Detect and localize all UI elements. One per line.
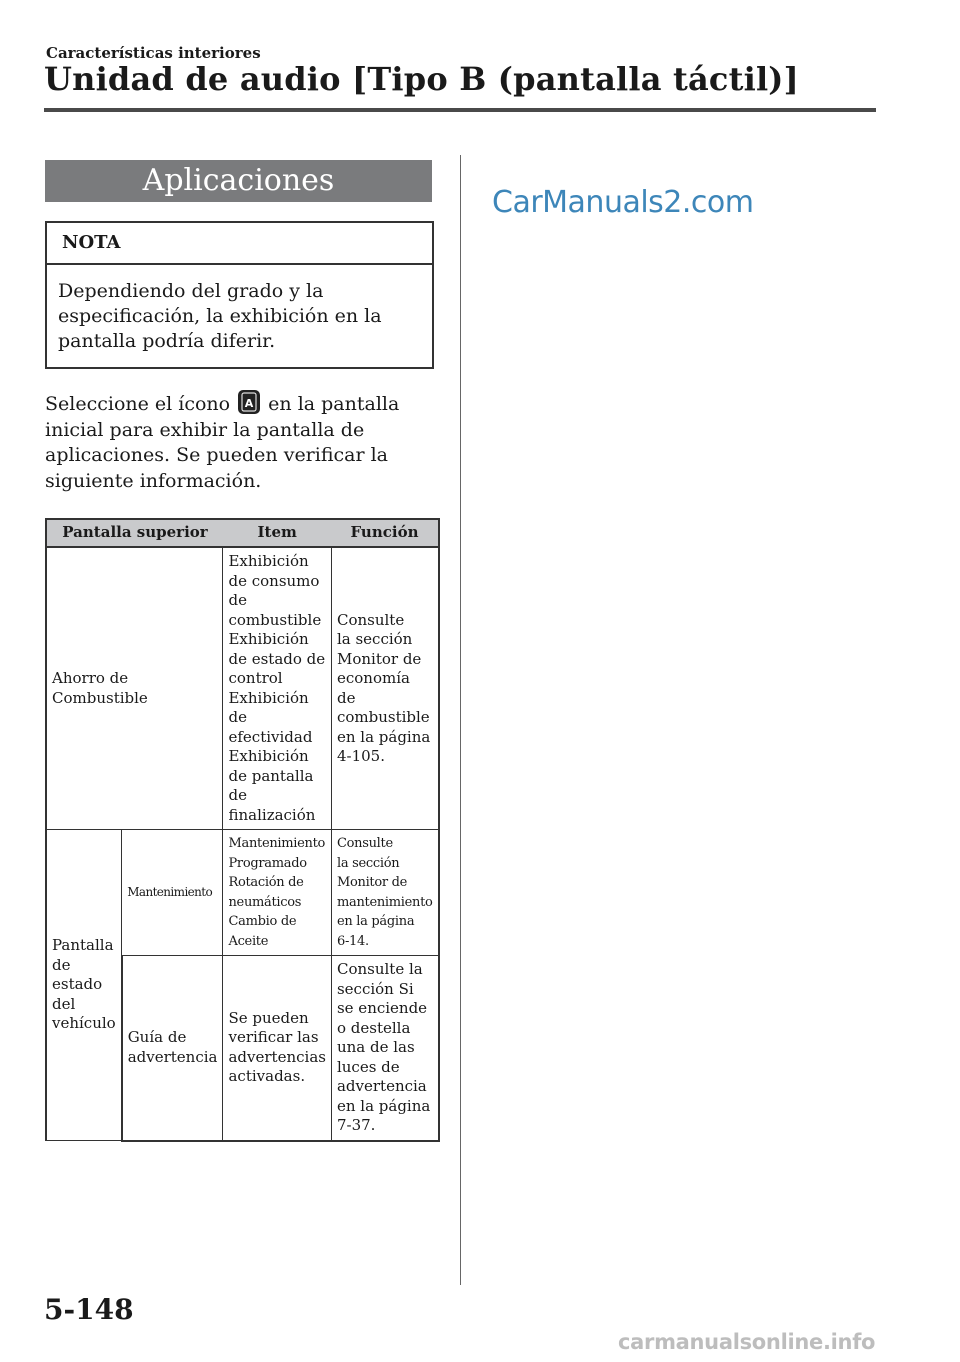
cell-maintenance-item: Mantenimiento — [122, 830, 223, 956]
cell-line: o destella — [336, 1018, 411, 1037]
cell-line: combustible — [228, 610, 322, 629]
cell-line: advertencia — [336, 1077, 427, 1095]
cell-warning-functions — [223, 956, 331, 1141]
cell-line: efectividad — [228, 727, 313, 746]
cell-line: Guía de — [127, 1028, 187, 1047]
cell-line: combustible — [336, 708, 430, 726]
cell-line: luces de — [336, 1057, 400, 1076]
cell-line: en la página — [336, 727, 431, 746]
cell-line: Exhibición — [228, 747, 309, 765]
cell-vehicle-screen — [46, 830, 122, 1141]
intro-line: inicial para exhibir la pantalla de — [45, 418, 365, 441]
cell-line: finalización — [228, 805, 316, 824]
cell-line: mantenimiento — [336, 894, 433, 910]
watermark-carmanualsonline: carmanualsonline.info — [618, 1330, 876, 1354]
applications-icon — [238, 390, 260, 414]
cell-maintenance-reference — [331, 830, 438, 956]
cell-maintenance-functions — [223, 830, 331, 956]
table-header-row — [46, 519, 439, 547]
cell-line: Ahorro de — [52, 669, 129, 687]
cell-line: de pantalla — [228, 766, 314, 785]
cell-warning-item — [122, 956, 223, 1141]
header-item: Item — [223, 519, 331, 547]
cell-line: la sección — [336, 630, 413, 648]
note-label: NOTA — [47, 223, 432, 265]
cell-line: de — [52, 955, 71, 974]
cell-line: advertencias — [228, 1047, 326, 1066]
cell-line: Consulte — [336, 836, 393, 851]
page-title: Unidad de audio [Tipo B (pantalla táctil)] — [44, 60, 799, 98]
note-line: especificación, la exhibición en la — [58, 305, 382, 327]
intro-paragraph — [45, 390, 435, 494]
cell-line: de estado de — [228, 649, 326, 668]
cell-line: 4-105. — [336, 747, 385, 765]
table-row — [46, 547, 439, 830]
note-body — [47, 265, 432, 354]
cell-fuel-items — [223, 547, 331, 830]
cell-line: Se pueden — [228, 1008, 309, 1027]
cell-line: Consulte la — [336, 960, 423, 978]
cell-line: Rotación de — [228, 875, 304, 890]
cell-line: de — [228, 786, 247, 804]
cell-line: Combustible — [52, 688, 148, 707]
column-divider — [460, 155, 461, 1285]
cell-line: se enciende — [336, 999, 428, 1017]
cell-line: Monitor de — [336, 649, 422, 668]
cell-line: una de las — [336, 1038, 415, 1056]
cell-line: en la página — [336, 1096, 431, 1115]
table-row — [46, 830, 439, 956]
page-number: 5-148 — [44, 1293, 134, 1326]
applications-table — [45, 518, 440, 1142]
cell-line: 6-14. — [336, 933, 369, 949]
cell-line: Exhibición — [228, 552, 309, 570]
note-line: Dependiendo del grado y la — [58, 280, 324, 302]
cell-line: verificar las — [228, 1028, 319, 1047]
section-banner: Aplicaciones — [45, 160, 432, 202]
cell-line: Exhibición — [228, 688, 309, 707]
cell-line: sección Si — [336, 979, 414, 998]
intro-line — [45, 390, 435, 418]
section-label: Características interiores — [46, 44, 261, 62]
watermark-carmanuals2: CarManuals2.com — [492, 185, 754, 220]
cell-line: activadas. — [228, 1067, 306, 1086]
cell-line: de — [228, 708, 247, 726]
cell-line: Monitor de — [336, 875, 408, 890]
header-function: Función — [331, 519, 438, 547]
cell-line: neumáticos — [228, 894, 302, 910]
cell-line: Mantenimiento — [228, 836, 326, 851]
note-line: pantalla podría diferir. — [58, 330, 276, 352]
cell-line: la sección — [336, 855, 400, 871]
cell-line: control — [228, 669, 283, 687]
cell-line: advertencia — [127, 1047, 218, 1066]
cell-line: vehículo — [52, 1014, 116, 1033]
cell-line: Consulte — [336, 610, 405, 629]
cell-line: Cambio de — [228, 914, 297, 929]
cell-line: 7-37. — [336, 1116, 376, 1134]
cell-fuel-screen — [46, 547, 223, 830]
cell-line: Pantalla — [52, 936, 114, 955]
cell-line: en la página — [336, 914, 415, 929]
cell-line: Exhibición — [228, 630, 309, 648]
intro-line: siguiente información. — [45, 469, 262, 492]
intro-text: en la pantalla — [262, 393, 400, 415]
header-top-screen: Pantalla superior — [46, 519, 223, 547]
note-box — [45, 221, 434, 369]
intro-line: aplicaciones. Se pueden verificar la — [45, 444, 389, 466]
svg-text:A: A — [244, 397, 254, 410]
cell-line: de — [228, 591, 247, 609]
cell-line: del — [52, 994, 76, 1013]
intro-text: Seleccione el ícono — [45, 393, 237, 415]
cell-line: estado — [52, 975, 103, 994]
cell-line: Aceite — [228, 933, 269, 949]
cell-fuel-function — [331, 547, 438, 830]
cell-warning-reference — [331, 956, 438, 1141]
cell-line: economía de — [336, 669, 410, 707]
cell-line: de consumo — [228, 571, 320, 590]
title-rule — [44, 108, 876, 112]
cell-line: Programado — [228, 855, 307, 871]
